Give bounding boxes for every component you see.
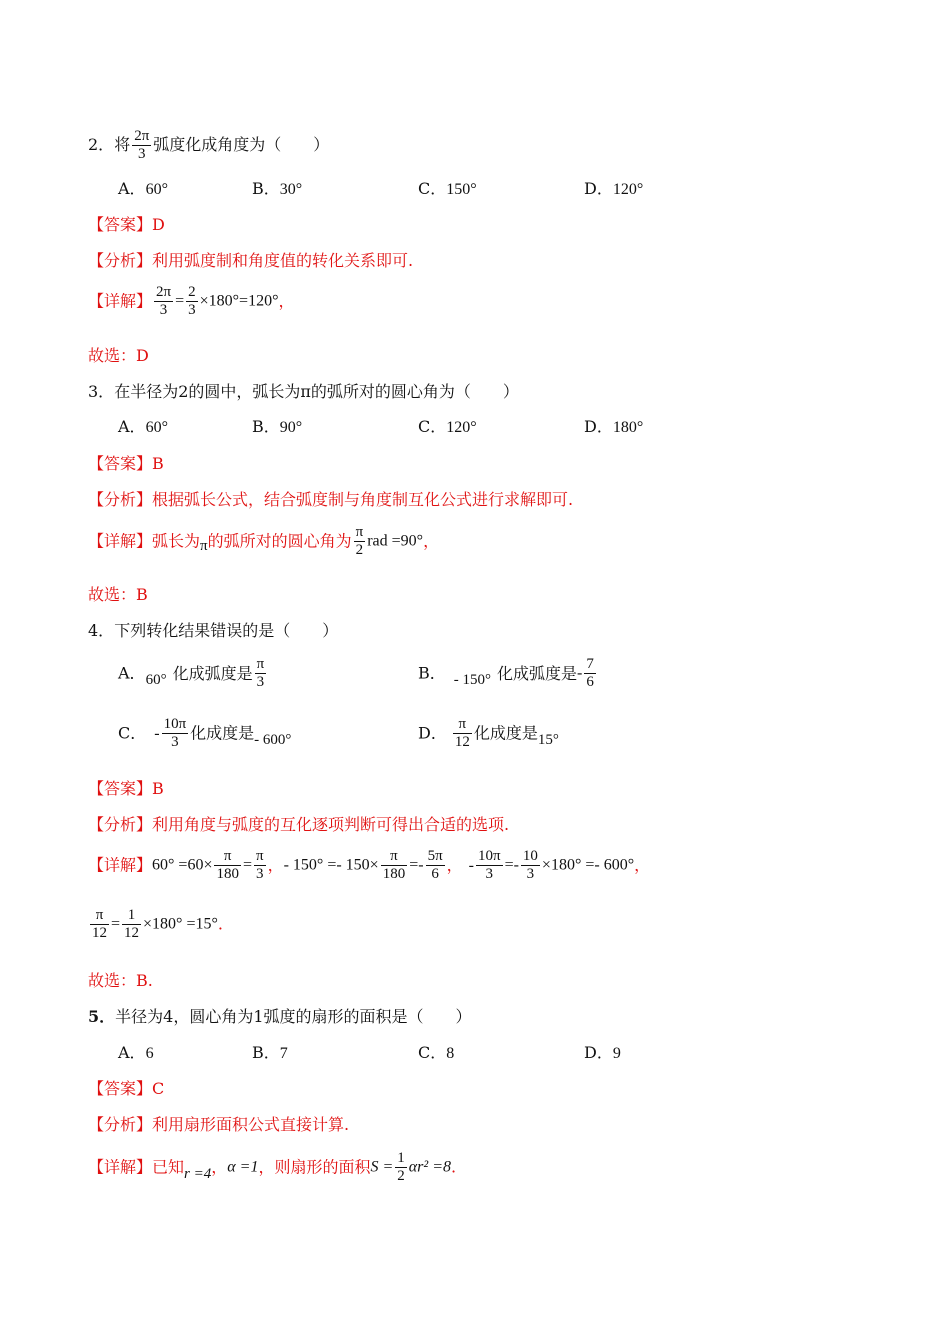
q4-option-d[interactable]: D． $\frac{\pi}{12}$ 化成度是15° — [418, 716, 559, 750]
q2-choice: 故选：D — [88, 346, 149, 365]
fraction: $\frac{5\pi}{6}$ — [427, 848, 443, 882]
q2-option-a[interactable]: A．60° — [118, 179, 168, 198]
q4-detail-cont: $\frac{\pi}{12}$ = $\frac{1}{12}$ ×180° =15°. — [92, 907, 223, 941]
fraction: $\frac{\pi}{3}$ — [256, 848, 264, 882]
q2-analysis: 【分析】利用弧度制和角度值的转化关系即可. — [88, 251, 414, 270]
fraction: $\frac{\pi}{180}$ — [216, 848, 239, 882]
q2-answer: 【答案】D — [88, 215, 165, 234]
q4-detail: 【详解】60° =60× $\frac{\pi}{180}$ = $\frac{\pi}{3}$ ，- 150° =- 150× $\frac{\pi}{180}$ =- $\frac{5\pi}{6}$ ， - $\frac{10\pi}{3}$ =- $\frac{10}{3}$ ×180° =- 600°， — [88, 848, 651, 882]
fraction: $\frac{7}{6}$ — [586, 656, 594, 690]
q4-stem: 4．下列转化结果错误的是（ ） — [88, 621, 339, 640]
fraction: $\frac{\pi}{12}$ — [92, 907, 107, 941]
q2-option-c[interactable]: C．150° — [418, 179, 477, 198]
q4-analysis: 【分析】利用角度与弧度的互化逐项判断可得出合适的选项. — [88, 815, 510, 834]
q5-option-c[interactable]: C．8 — [418, 1043, 455, 1062]
fraction: $\frac{\pi}{180}$ — [382, 848, 406, 882]
q5-option-a[interactable]: A．6 — [118, 1043, 154, 1062]
q4-option-b[interactable]: B． - 150° 化成弧度是- $\frac{7}{6}$ — [418, 656, 594, 690]
q3-option-d[interactable]: D．180° — [584, 417, 644, 436]
q4-answer: 【答案】B — [88, 779, 164, 798]
q4-option-a[interactable]: A．60° 化成弧度是 $\frac{\pi}{3}$ — [118, 656, 265, 690]
q3-detail: 【详解】弧长为π的弧所对的圆心角为 $\frac{\pi}{2}$ rad =90°， — [88, 524, 440, 558]
q2-detail: 【详解】 $\frac{2\pi}{3}$ = $\frac{2}{3}$ ×180°=120°， — [88, 284, 295, 318]
q5-analysis: 【分析】利用扇形面积公式直接计算. — [88, 1115, 350, 1134]
fraction: $\frac{10\pi}{3}$ — [477, 848, 501, 882]
q3-option-b[interactable]: B．90° — [252, 417, 303, 436]
q5-detail: 【详解】已知r =4，α =1，则扇形的面积S = $\frac{1}{2}$ αr² =8. — [88, 1150, 457, 1184]
fraction: $\frac{1}{12}$ — [124, 907, 140, 941]
q5-stem: 5．半径为4，圆心角为1弧度的扇形的面积是（ ） — [88, 1007, 472, 1026]
q4-choice: 故选：B. — [88, 971, 153, 990]
fraction: $\frac{1}{2}$ — [397, 1150, 405, 1184]
q2-option-d[interactable]: D．120° — [584, 179, 644, 198]
q3-answer: 【答案】B — [88, 454, 164, 473]
fraction: $\frac{2\pi}{3}$ — [134, 128, 150, 162]
fraction: $\frac{10}{3}$ — [522, 848, 538, 882]
q3-analysis: 【分析】根据弧长公式，结合弧度制与角度制互化公式进行求解即可. — [88, 490, 574, 509]
q3-stem: 3．在半径为2的圆中，弧长为π的弧所对的圆心角为（ ） — [88, 382, 519, 401]
q5-option-d[interactable]: D．9 — [584, 1043, 621, 1062]
fraction: $\frac{\pi}{12}$ — [454, 716, 470, 750]
q3-option-c[interactable]: C．120° — [418, 417, 477, 436]
fraction: $\frac{\pi}{3}$ — [256, 656, 265, 690]
q5-answer: 【答案】C — [88, 1079, 165, 1098]
q3-option-a[interactable]: A．60° — [118, 417, 168, 436]
fraction: $\frac{2}{3}$ — [188, 284, 196, 318]
q3-choice: 故选：B — [88, 585, 148, 604]
q2-stem: 2．将 $\frac{2\pi}{3}$ 弧度化成角度为（ ） — [88, 128, 330, 162]
q4-option-c[interactable]: C． - $\frac{10\pi}{3}$ 化成度是- 600° — [118, 716, 292, 750]
fraction: $\frac{\pi}{2}$ — [355, 524, 364, 558]
q5-option-b[interactable]: B．7 — [252, 1043, 288, 1062]
q2-option-b[interactable]: B．30° — [252, 179, 303, 198]
fraction: $\frac{10\pi}{3}$ — [163, 716, 187, 750]
fraction: $\frac{2\pi}{3}$ — [156, 284, 172, 318]
